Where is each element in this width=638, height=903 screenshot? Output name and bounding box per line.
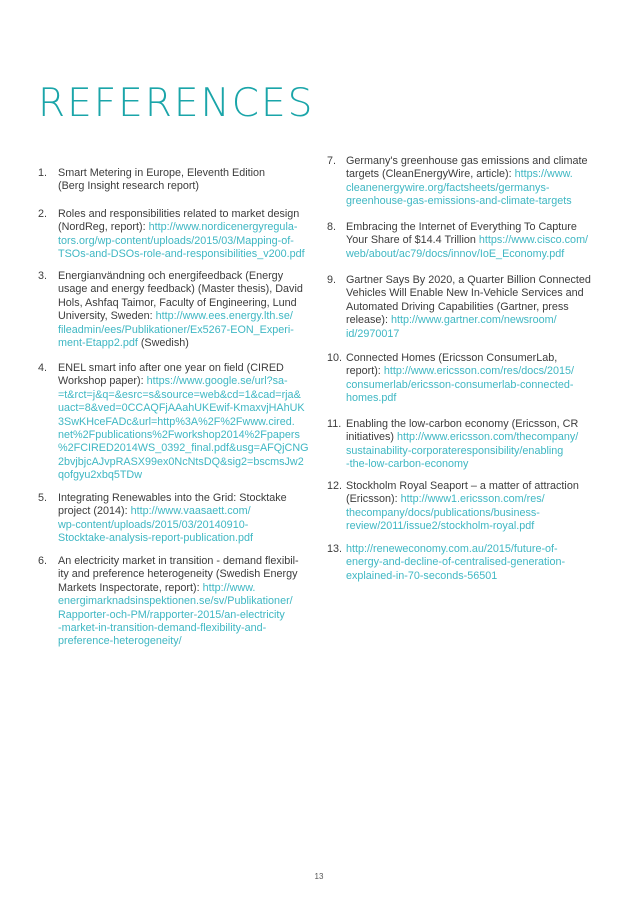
- reference-text: Smart Metering in Europe, Eleventh Edition (Berg Insight research report): [58, 167, 266, 193]
- reference-item: [38, 270, 320, 350]
- reference-number: 5.: [38, 492, 48, 504]
- reference-link[interactable]: http://www1.ericsson.com/res/ thecompany/docs/publications/business- review/2011/issue2/stockholm-royal.pdf: [346, 493, 545, 533]
- reference-link[interactable]: https://www. cleanenergywire.org/factsheets/germanys- greenhouse-gas-emissions-and-climate-targets: [346, 168, 573, 208]
- reference-text: Roles and responsibilities related to market design (NordReg, report):: [58, 208, 300, 234]
- reference-item: [327, 480, 602, 534]
- reference-link[interactable]: http://www.ees.energy.lth.se/ fileadmin/ees/Publikationer/Ex5267-EON_Experi- ment-Etapp2.pdf: [58, 310, 294, 350]
- reference-item: [327, 221, 602, 261]
- reference-item: [38, 492, 320, 546]
- reference-item: [327, 543, 602, 583]
- reference-link[interactable]: https://www.google.se/url?sa- =t&rct=j&q=&esrc=s&source=web&cd=1&cad=rja& uact=8&ved=0CCAQFjAAahUKEwif-KmaxvjHAhUK 3SwKHceFADc&url=http%3A%2F%2Fwww.cired. net%2Fpublications%2Fworkshop2014%2Fpapers %2FCIRED2014WS_0392_final.pdf&usg=AFQjCNG 2bvjbjcAJvpRASX99ex0NcNtsDQ&sig2=bscmsJw2 qofgyu2xbq5TDw: [58, 375, 309, 482]
- reference-language-note: (Swedish): [137, 337, 189, 350]
- reference-text: Energianvändning och energifeedback (Energy usage and energy feedback) (Master thesis), David Hols, Ashfaq Taimor, Faculty of Engineering, Lund University, Sweden:: [58, 270, 303, 323]
- reference-item: [327, 352, 602, 406]
- reference-link[interactable]: http://reneweconomy.com.au/2015/future-of- energy-and-decline-of-centralised-generation- explained-in-70-seconds-56501: [346, 543, 566, 582]
- page-title: REFERENCES: [38, 81, 315, 126]
- reference-item: [38, 362, 320, 483]
- reference-text: Connected Homes (Ericsson ConsumerLab, report):: [346, 352, 558, 378]
- reference-item: [327, 155, 602, 209]
- reference-link[interactable]: http://www.gartner.com/newsroom/ id/2970017: [346, 314, 557, 340]
- reference-number: 7.: [327, 155, 337, 167]
- page-number: 13: [314, 872, 324, 881]
- reference-link[interactable]: http://www.ericsson.com/thecompany/ sustainability-corporateresponsibility/enabling -the-low-carbon-economy: [346, 431, 579, 471]
- reference-item: [38, 208, 320, 262]
- reference-text: ENEL smart info after one year on field (CIRED Workshop paper):: [58, 362, 284, 388]
- reference-text: Embracing the Internet of Everything To Capture Your Share of $14.4 Trillion: [346, 221, 577, 247]
- reference-number: 11.: [327, 418, 342, 430]
- reference-item: [327, 274, 602, 341]
- reference-number: 2.: [38, 208, 48, 220]
- reference-link[interactable]: https://www.cisco.com/ web/about/ac79/docs/innov/IoE_Economy.pdf: [346, 234, 589, 260]
- reference-number: 3.: [38, 270, 48, 282]
- reference-text: Germany's greenhouse gas emissions and climate targets (CleanEnergyWire, article):: [346, 155, 588, 181]
- reference-text: Stockholm Royal Seaport – a matter of attraction (Ericsson):: [346, 480, 579, 506]
- reference-number: 1.: [38, 167, 48, 179]
- reference-number: 10.: [327, 352, 343, 364]
- reference-link[interactable]: http://www.vaasaett.com/ wp-content/uploads/2015/03/20140910- Stocktake-analysis-report-publication.pdf: [58, 505, 254, 545]
- reference-number: 8.: [327, 221, 337, 233]
- reference-text: Integrating Renewables into the Grid: Stocktake project (2014):: [58, 492, 287, 518]
- reference-text: An electricity market in transition - demand flexibil- ity and preference heterogeneity (Swedish Energy Markets Inspectorate, report):: [58, 555, 299, 594]
- reference-item: [327, 418, 602, 472]
- reference-link[interactable]: http://www. energimarknadsinspektionen.se/sv/Publikationer/ Rapporter-och-PM/rapporter-2015/an-electricity -market-in-transition-demand-flexibility-and- preference-heterogeneity/: [58, 581, 293, 648]
- reference-text: Enabling the low-carbon economy (Ericsson, CR initiatives): [346, 418, 579, 444]
- reference-number: 9.: [327, 274, 337, 286]
- reference-number: 6.: [38, 555, 48, 567]
- reference-text: Gartner Says By 2020, a Quarter Billion Connected Vehicles Will Enable New In-Vehicle Services and Automated Driving Capabilities (Gartner, press release):: [346, 274, 591, 327]
- reference-link[interactable]: http://www.ericsson.com/res/docs/2015/ consumerlab/ericsson-consumerlab-connected- homes.pdf: [346, 365, 575, 405]
- reference-item: [38, 555, 320, 649]
- reference-number: 13.: [327, 543, 343, 555]
- reference-number: 12.: [327, 480, 343, 492]
- reference-number: 4.: [38, 362, 48, 374]
- reference-item: [38, 167, 320, 194]
- reference-link[interactable]: http://www.nordicenergyregula- tors.org/wp-content/uploads/2015/03/Mapping-of- TSOs-and-DSOs-role-and-responsibilities_v200.pdf: [58, 221, 305, 261]
